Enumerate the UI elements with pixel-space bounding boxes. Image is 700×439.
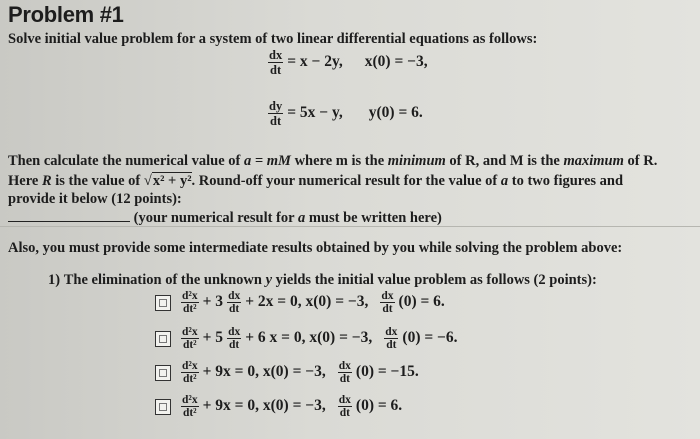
second-derivative-fraction: $\frac{\text{d²x}}{\text{dt²}}$ bbox=[182, 290, 198, 315]
equation-1-initial-condition: x(0) = −3, bbox=[364, 53, 428, 71]
dy-dt-fraction: $\frac{dy}{dt}$ bbox=[269, 99, 283, 128]
also-text: Also, you must provide some intermediate results obtained by you while solving the problem above: bbox=[8, 240, 623, 256]
ic-derivative-fraction: $\frac{dx}{dt}$ bbox=[385, 326, 398, 351]
option-1: $\frac{\text{d²x}}{\text{dt²}}$ + 3 $\frac{dx}{dt}$ + 2x = 0, x(0) = −3, $\frac{dx}{dt}$ (0) = 6. bbox=[155, 290, 445, 315]
equation-2-rhs: = 5x − y, bbox=[287, 104, 343, 122]
question-1: 1) The elimination of the unknown y yields the initial value problem as follows (2 points): bbox=[48, 272, 597, 288]
second-derivative-fraction: $\frac{\text{d²x}}{\text{dt²}}$ bbox=[182, 360, 198, 385]
section-divider bbox=[0, 226, 700, 227]
answer-line: (your numerical result for a must be written here) bbox=[8, 209, 442, 227]
option-4: $\frac{\text{d²x}}{\text{dt²}}$ + 9x = 0, x(0) = −3, $\frac{dx}{dt}$ (0) = 6. bbox=[155, 394, 402, 419]
sqrt-symbol: √ bbox=[143, 173, 152, 189]
ic-derivative-fraction: $\frac{dx}{dt}$ bbox=[338, 394, 351, 419]
derivative-fraction: $\frac{dx}{dt}$ bbox=[228, 290, 241, 315]
second-derivative-fraction: $\frac{\text{d²x}}{\text{dt²}}$ bbox=[182, 326, 198, 351]
paragraph-line-3: provide it below (12 points): bbox=[8, 191, 182, 207]
option-4-checkbox[interactable] bbox=[155, 399, 171, 415]
option-2: $\frac{\text{d²x}}{\text{dt²}}$ + 5 $\frac{dx}{dt}$ + 6 x = 0, x(0) = −3, $\frac{dx}{dt}$ (0) = −6. bbox=[155, 326, 458, 351]
paragraph-line-2: Here R is the value of √x² + y². Round-off your numerical result for the value of a to two figures and bbox=[8, 173, 624, 189]
ic-derivative-fraction: $\frac{dx}{dt}$ bbox=[381, 290, 394, 315]
derivative-fraction: $\frac{dx}{dt}$ bbox=[228, 326, 241, 351]
dx-dt-fraction: $\frac{dx}{dt}$ bbox=[269, 48, 283, 77]
instruction-text: Solve initial value problem for a system of two linear differential equations as follows: bbox=[8, 31, 538, 47]
option-1-checkbox[interactable] bbox=[155, 295, 171, 311]
option-3-checkbox[interactable] bbox=[155, 365, 171, 381]
option-2-checkbox[interactable] bbox=[155, 331, 171, 347]
equation-2 bbox=[268, 99, 423, 128]
ic-derivative-fraction: $\frac{dx}{dt}$ bbox=[338, 360, 351, 385]
option-3: $\frac{\text{d²x}}{\text{dt²}}$ + 9x = 0, x(0) = −3, $\frac{dx}{dt}$ (0) = −15. bbox=[155, 360, 419, 385]
equation-2-initial-condition: y(0) = 6. bbox=[368, 104, 423, 122]
paragraph-line-1: Then calculate the numerical value of a = mM where m is the minimum of R, and M is the maximum of R. bbox=[8, 153, 658, 169]
answer-blank[interactable] bbox=[8, 209, 130, 222]
second-derivative-fraction: $\frac{\text{d²x}}{\text{dt²}}$ bbox=[182, 394, 198, 419]
page-title: Problem #1 bbox=[8, 2, 124, 27]
equation-1 bbox=[268, 48, 428, 77]
sqrt-radicand: x² + y² bbox=[152, 173, 192, 189]
equation-1-rhs: = x − 2y, bbox=[287, 53, 343, 71]
